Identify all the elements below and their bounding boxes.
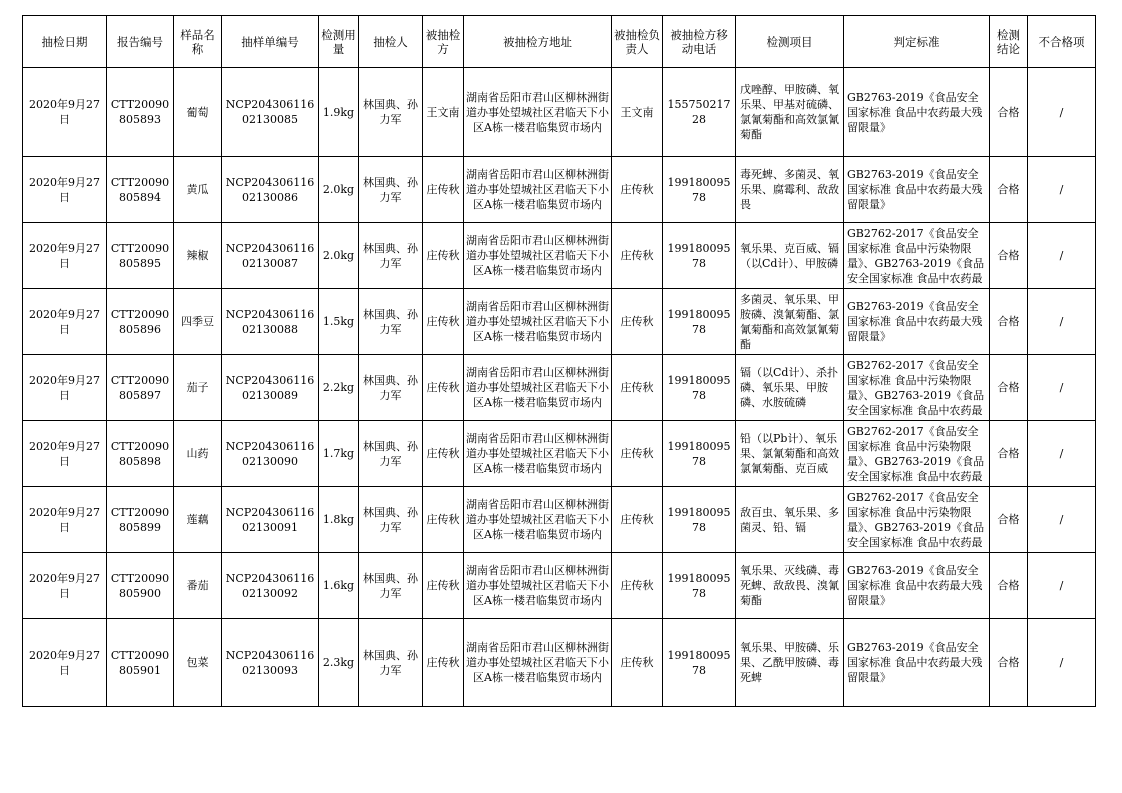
cell-person: 庄传秋 — [612, 421, 663, 487]
cell-date: 2020年9月27日 — [23, 487, 107, 553]
cell-result: 合格 — [990, 289, 1028, 355]
inspection-results-table — [22, 15, 1096, 707]
table-row — [23, 355, 1096, 421]
cell-quantity: 2.0kg — [319, 223, 359, 289]
cell-quantity: 1.8kg — [319, 487, 359, 553]
cell-date: 2020年9月27日 — [23, 421, 107, 487]
cell-fail-items: / — [1028, 157, 1096, 223]
cell-standard — [844, 223, 990, 289]
table-row — [23, 157, 1096, 223]
cell-date: 2020年9月27日 — [23, 157, 107, 223]
cell-party: 庄传秋 — [423, 421, 464, 487]
cell-phone: 19918009578 — [663, 619, 736, 707]
cell-quantity: 1.7kg — [319, 421, 359, 487]
table-row — [23, 68, 1096, 157]
table-row — [23, 553, 1096, 619]
cell-inspector: 林国典、孙力军 — [359, 223, 423, 289]
cell-person: 庄传秋 — [612, 355, 663, 421]
cell-test-items: 氧乐果、克百威、镉（以Cd计）、甲胺磷 — [736, 223, 844, 289]
cell-sample-name: 莲藕 — [174, 487, 222, 553]
header-inspector: 抽检人 — [359, 16, 423, 68]
cell-phone: 15575021728 — [663, 68, 736, 157]
cell-quantity: 2.2kg — [319, 355, 359, 421]
header-sample-name: 样品名称 — [174, 16, 222, 68]
cell-report-no: CTT20090805898 — [107, 421, 174, 487]
standard-text: GB2763-2019《食品安全国家标准 食品中农药最大残留限量》 — [847, 168, 983, 211]
cell-phone: 19918009578 — [663, 223, 736, 289]
cell-test-items: 戊唑醇、甲胺磷、氧乐果、甲基对硫磷、氯氰菊酯和高效氯氰菊酯 — [736, 68, 844, 157]
cell-report-no: CTT20090805900 — [107, 553, 174, 619]
cell-inspector: 林国典、孙力军 — [359, 421, 423, 487]
cell-party: 庄传秋 — [423, 157, 464, 223]
cell-sample-no: NCP20430611602130086 — [222, 157, 319, 223]
cell-standard — [844, 487, 990, 553]
cell-party: 庄传秋 — [423, 487, 464, 553]
cell-sample-no: NCP20430611602130085 — [222, 68, 319, 157]
cell-fail-items: / — [1028, 289, 1096, 355]
header-row — [23, 16, 1096, 68]
cell-address: 湖南省岳阳市君山区柳林洲街道办事处望城社区君临天下小区A栋一楼君临集贸市场内 — [464, 355, 612, 421]
cell-standard — [844, 553, 990, 619]
cell-standard — [844, 619, 990, 707]
cell-address: 湖南省岳阳市君山区柳林洲街道办事处望城社区君临天下小区A栋一楼君临集贸市场内 — [464, 289, 612, 355]
cell-test-items: 多菌灵、氧乐果、甲胺磷、溴氰菊酯、氯氰菊酯和高效氯氰菊酯 — [736, 289, 844, 355]
cell-standard — [844, 289, 990, 355]
header-quantity: 检测用量 — [319, 16, 359, 68]
cell-result: 合格 — [990, 553, 1028, 619]
cell-sample-no: NCP20430611602130089 — [222, 355, 319, 421]
cell-sample-name: 包菜 — [174, 619, 222, 707]
cell-person: 庄传秋 — [612, 619, 663, 707]
standard-text: GB2762-2017《食品安全国家标准 食品中污染物限量》、GB2763-2019《食品安全国家标准 食品中农药最 — [847, 358, 985, 417]
cell-report-no: CTT20090805896 — [107, 289, 174, 355]
cell-quantity: 1.5kg — [319, 289, 359, 355]
cell-person: 庄传秋 — [612, 553, 663, 619]
header-report-no: 报告编号 — [107, 16, 174, 68]
cell-test-items: 毒死蜱、多菌灵、氧乐果、腐霉利、敌敌畏 — [736, 157, 844, 223]
cell-test-items: 镉（以Cd计）、杀扑磷、氧乐果、甲胺磷、水胺硫磷 — [736, 355, 844, 421]
cell-fail-items: / — [1028, 355, 1096, 421]
cell-quantity: 2.0kg — [319, 157, 359, 223]
cell-result: 合格 — [990, 223, 1028, 289]
cell-sample-name: 黄瓜 — [174, 157, 222, 223]
cell-party: 庄传秋 — [423, 619, 464, 707]
cell-inspector: 林国典、孙力军 — [359, 68, 423, 157]
table-row — [23, 289, 1096, 355]
cell-result: 合格 — [990, 157, 1028, 223]
header-test-items: 检测项目 — [736, 16, 844, 68]
cell-address: 湖南省岳阳市君山区柳林洲街道办事处望城社区君临天下小区A栋一楼君临集贸市场内 — [464, 421, 612, 487]
cell-party: 王文南 — [423, 68, 464, 157]
table-row — [23, 487, 1096, 553]
standard-text: GB2763-2019《食品安全国家标准 食品中农药最大残留限量》 — [847, 90, 983, 134]
cell-standard — [844, 421, 990, 487]
cell-person: 王文南 — [612, 68, 663, 157]
header-party: 被抽检方 — [423, 16, 464, 68]
standard-text: GB2763-2019《食品安全国家标准 食品中农药最大残留限量》 — [847, 300, 983, 343]
standard-text: GB2762-2017《食品安全国家标准 食品中污染物限量》、GB2763-2019《食品安全国家标准 食品中农药最 — [847, 226, 985, 285]
cell-party: 庄传秋 — [423, 289, 464, 355]
cell-sample-no: NCP20430611602130088 — [222, 289, 319, 355]
cell-party: 庄传秋 — [423, 223, 464, 289]
header-phone: 被抽检方移动电话 — [663, 16, 736, 68]
header-result: 检测结论 — [990, 16, 1028, 68]
cell-fail-items: / — [1028, 553, 1096, 619]
cell-fail-items: / — [1028, 68, 1096, 157]
cell-sample-name: 番茄 — [174, 553, 222, 619]
cell-test-items: 敌百虫、氧乐果、多菌灵、铅、镉 — [736, 487, 844, 553]
cell-inspector: 林国典、孙力军 — [359, 157, 423, 223]
cell-address: 湖南省岳阳市君山区柳林洲街道办事处望城社区君临天下小区A栋一楼君临集贸市场内 — [464, 157, 612, 223]
cell-standard — [844, 157, 990, 223]
table-row — [23, 223, 1096, 289]
cell-sample-name: 四季豆 — [174, 289, 222, 355]
cell-standard — [844, 68, 990, 157]
cell-date: 2020年9月27日 — [23, 223, 107, 289]
cell-inspector: 林国典、孙力军 — [359, 289, 423, 355]
cell-result: 合格 — [990, 355, 1028, 421]
cell-test-items: 氧乐果、甲胺磷、乐果、乙酰甲胺磷、毒死蜱 — [736, 619, 844, 707]
cell-report-no: CTT20090805899 — [107, 487, 174, 553]
cell-sample-no: NCP20430611602130093 — [222, 619, 319, 707]
cell-date: 2020年9月27日 — [23, 289, 107, 355]
cell-fail-items: / — [1028, 619, 1096, 707]
cell-fail-items: / — [1028, 421, 1096, 487]
cell-report-no: CTT20090805894 — [107, 157, 174, 223]
cell-party: 庄传秋 — [423, 355, 464, 421]
cell-report-no: CTT20090805897 — [107, 355, 174, 421]
table-row — [23, 421, 1096, 487]
cell-phone: 19918009578 — [663, 289, 736, 355]
cell-phone: 19918009578 — [663, 487, 736, 553]
cell-address: 湖南省岳阳市君山区柳林洲街道办事处望城社区君临天下小区A栋一楼君临集贸市场内 — [464, 553, 612, 619]
cell-quantity: 1.6kg — [319, 553, 359, 619]
cell-address: 湖南省岳阳市君山区柳林洲街道办事处望城社区君临天下小区A栋一楼君临集贸市场内 — [464, 619, 612, 707]
cell-person: 庄传秋 — [612, 157, 663, 223]
header-person: 被抽检负责人 — [612, 16, 663, 68]
header-date: 抽检日期 — [23, 16, 107, 68]
cell-report-no: CTT20090805901 — [107, 619, 174, 707]
cell-date: 2020年9月27日 — [23, 553, 107, 619]
cell-fail-items: / — [1028, 487, 1096, 553]
cell-date: 2020年9月27日 — [23, 355, 107, 421]
cell-test-items: 氧乐果、灭线磷、毒死蜱、敌敌畏、溴氰菊酯 — [736, 553, 844, 619]
cell-sample-no: NCP20430611602130090 — [222, 421, 319, 487]
cell-sample-name: 茄子 — [174, 355, 222, 421]
cell-phone: 19918009578 — [663, 157, 736, 223]
cell-report-no: CTT20090805895 — [107, 223, 174, 289]
cell-inspector: 林国典、孙力军 — [359, 355, 423, 421]
cell-result: 合格 — [990, 487, 1028, 553]
cell-report-no: CTT20090805893 — [107, 68, 174, 157]
cell-quantity: 2.3kg — [319, 619, 359, 707]
cell-test-items: 铅（以Pb计）、氧乐果、氯氰菊酯和高效氯氰菊酯、克百威 — [736, 421, 844, 487]
cell-inspector: 林国典、孙力军 — [359, 487, 423, 553]
cell-person: 庄传秋 — [612, 487, 663, 553]
cell-phone: 19918009578 — [663, 421, 736, 487]
cell-address: 湖南省岳阳市君山区柳林洲街道办事处望城社区君临天下小区A栋一楼君临集贸市场内 — [464, 487, 612, 553]
cell-inspector: 林国典、孙力军 — [359, 619, 423, 707]
cell-sample-no: NCP20430611602130087 — [222, 223, 319, 289]
standard-text: GB2763-2019《食品安全国家标准 食品中农药最大残留限量》 — [847, 564, 983, 607]
cell-sample-name: 辣椒 — [174, 223, 222, 289]
cell-result: 合格 — [990, 619, 1028, 707]
header-sample-no: 抽样单编号 — [222, 16, 319, 68]
standard-text: GB2762-2017《食品安全国家标准 食品中污染物限量》、GB2763-2019《食品安全国家标准 食品中农药最 — [847, 424, 985, 483]
cell-phone: 19918009578 — [663, 355, 736, 421]
cell-sample-no: NCP20430611602130092 — [222, 553, 319, 619]
cell-inspector: 林国典、孙力军 — [359, 553, 423, 619]
cell-person: 庄传秋 — [612, 223, 663, 289]
header-standard: 判定标准 — [844, 16, 990, 68]
cell-address: 湖南省岳阳市君山区柳林洲街道办事处望城社区君临天下小区A栋一楼君临集贸市场内 — [464, 68, 612, 157]
table-body — [23, 68, 1096, 707]
standard-text: GB2763-2019《食品安全国家标准 食品中农药最大残留限量》 — [847, 641, 983, 684]
cell-sample-no: NCP20430611602130091 — [222, 487, 319, 553]
cell-sample-name: 葡萄 — [174, 68, 222, 157]
cell-result: 合格 — [990, 421, 1028, 487]
cell-date: 2020年9月27日 — [23, 68, 107, 157]
cell-party: 庄传秋 — [423, 553, 464, 619]
standard-text: GB2762-2017《食品安全国家标准 食品中污染物限量》、GB2763-2019《食品安全国家标准 食品中农药最 — [847, 490, 985, 549]
cell-date: 2020年9月27日 — [23, 619, 107, 707]
table-row — [23, 619, 1096, 707]
cell-fail-items: / — [1028, 223, 1096, 289]
cell-quantity: 1.9kg — [319, 68, 359, 157]
cell-address: 湖南省岳阳市君山区柳林洲街道办事处望城社区君临天下小区A栋一楼君临集贸市场内 — [464, 223, 612, 289]
header-fail-items: 不合格项 — [1028, 16, 1096, 68]
cell-phone: 19918009578 — [663, 553, 736, 619]
cell-sample-name: 山药 — [174, 421, 222, 487]
cell-standard — [844, 355, 990, 421]
header-address: 被抽检方地址 — [464, 16, 612, 68]
cell-person: 庄传秋 — [612, 289, 663, 355]
cell-result: 合格 — [990, 68, 1028, 157]
